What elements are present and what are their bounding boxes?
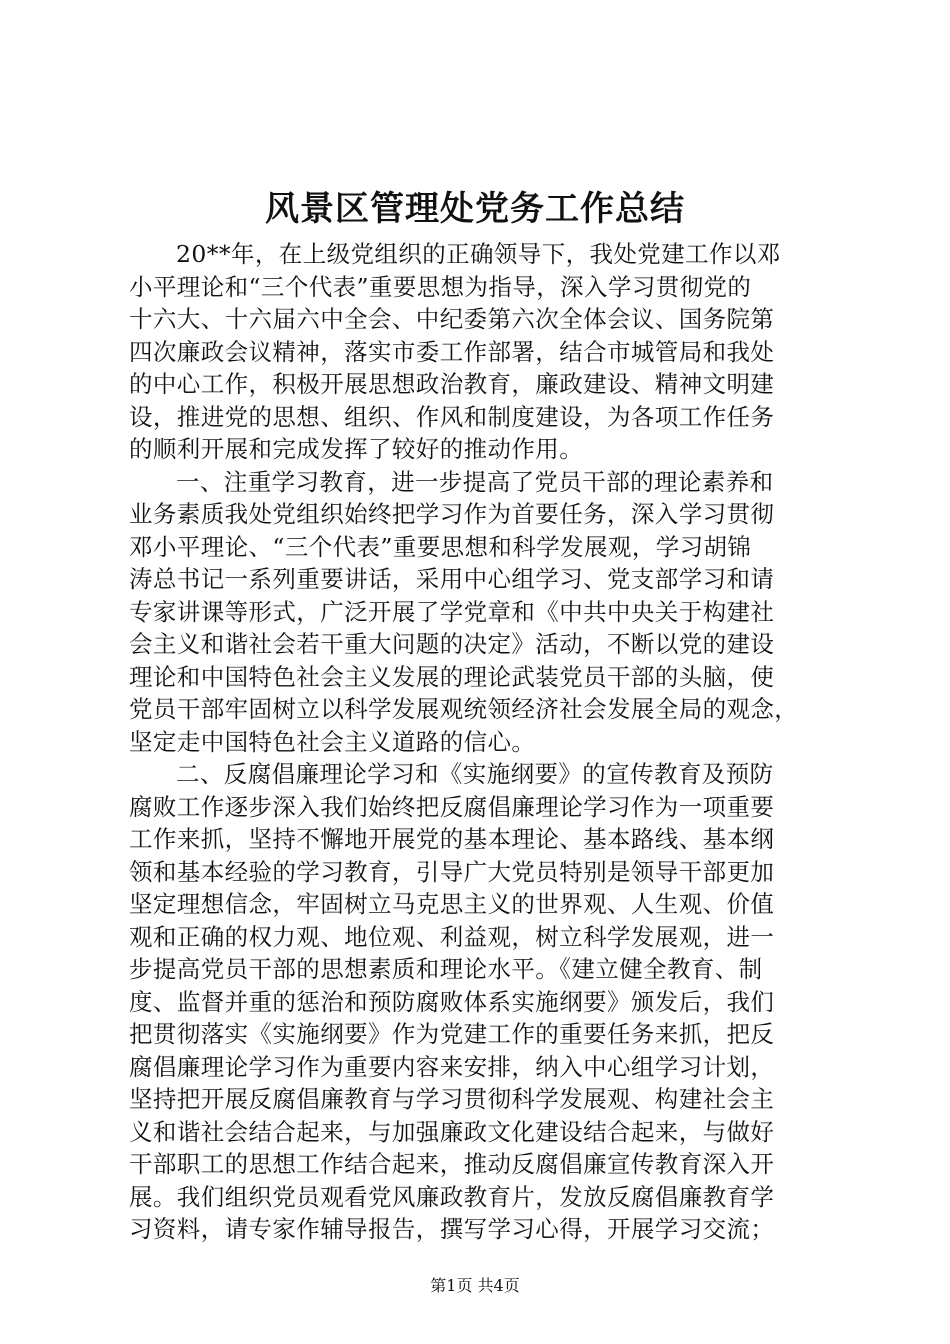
body-line: 邓小平理论、“三个代表”重要思想和科学发展观，学习胡锦 <box>129 532 752 561</box>
body-line: 的中心工作，积极开展思想政治教育，廉政建设、精神文明建 <box>129 370 775 398</box>
body-line: 理论和中国特色社会主义发展的理论武装党员干部的头脑，使 <box>129 662 775 691</box>
body-line: 设，推进党的思想、组织、作风和制度建设，为各项工作任务 <box>129 402 775 431</box>
body-line: 腐败工作逐步深入我们始终把反腐倡廉理论学习作为一项重要 <box>129 792 775 821</box>
body-line: 会主义和谐社会若干重大问题的决定》活动，不断以党的建设 <box>129 630 775 658</box>
body-line: 腐倡廉理论学习作为重要内容来安排，纳入中心组学习计划， <box>129 1052 775 1081</box>
body-line: 的顺利开展和完成发挥了较好的推动作用。 <box>129 435 584 463</box>
body-line: 干部职工的思想工作结合起来，推动反腐倡廉宣传教育深入开 <box>129 1150 775 1178</box>
body-line: 坚定走中国特色社会主义道路的信心。 <box>129 727 536 756</box>
body-line: 坚持把开展反腐倡廉教育与学习贯彻科学发展观、构建社会主 <box>129 1085 775 1113</box>
body-line: 十六大、十六届六中全会、中纪委第六次全体会议、国务院第 <box>129 305 775 333</box>
body-line: 小平理论和“三个代表”重要思想为指导，深入学习贯彻党的 <box>129 272 752 301</box>
body-line: 党员干部牢固树立以科学发展观统领经济社会发展全局的观念， <box>129 695 799 723</box>
document-body <box>129 238 829 1246</box>
body-line: 步提高党员干部的思想素质和理论水平。《建立健全教育、制 <box>129 955 763 983</box>
body-line: 涛总书记一系列重要讲话，采用中心组学习、党支部学习和请 <box>129 565 775 593</box>
body-line: 义和谐社会结合起来，与加强廉政文化建设结合起来，与做好 <box>129 1117 775 1146</box>
body-line: 度、监督并重的惩治和预防腐败体系实施纲要》颁发后，我们 <box>129 987 775 1016</box>
body-line: 领和基本经验的学习教育，引导广大党员特别是领导干部更加 <box>129 857 775 886</box>
body-line: 展。我们组织党员观看党风廉政教育片，发放反腐倡廉教育学 <box>129 1182 775 1211</box>
page-footer: 第1页 共4页 <box>430 1276 520 1295</box>
body-line: 二、反腐倡廉理论学习和《实施纲要》的宣传教育及预防 <box>176 760 774 788</box>
body-line: 专家讲课等形式，广泛开展了学党章和《中共中央关于构建社 <box>129 597 775 626</box>
body-line: 一、注重学习教育，进一步提高了党员干部的理论素养和 <box>176 467 774 496</box>
body-line: 业务素质我处党组织始终把学习作为首要任务，深入学习贯彻 <box>129 500 775 528</box>
body-line: 四次廉政会议精神，落实市委工作部署，结合市城管局和我处 <box>129 337 775 366</box>
body-line: 20**年，在上级党组织的正确领导下，我处党建工作以邓 <box>176 240 781 268</box>
body-line: 坚定理想信念，牢固树立马克思主义的世界观、人生观、价值 <box>129 890 775 918</box>
body-line: 观和正确的权力观、地位观、利益观，树立科学发展观，进一 <box>129 922 775 951</box>
body-line: 工作来抓，坚持不懈地开展党的基本理论、基本路线、基本纲 <box>129 825 775 853</box>
body-line: 习资料，请专家作辅导报告，撰写学习心得，开展学习交流； <box>129 1215 775 1243</box>
document-title: 风景区管理处党务工作总结 <box>265 189 685 229</box>
body-line: 把贯彻落实《实施纲要》作为党建工作的重要任务来抓，把反 <box>129 1020 775 1048</box>
